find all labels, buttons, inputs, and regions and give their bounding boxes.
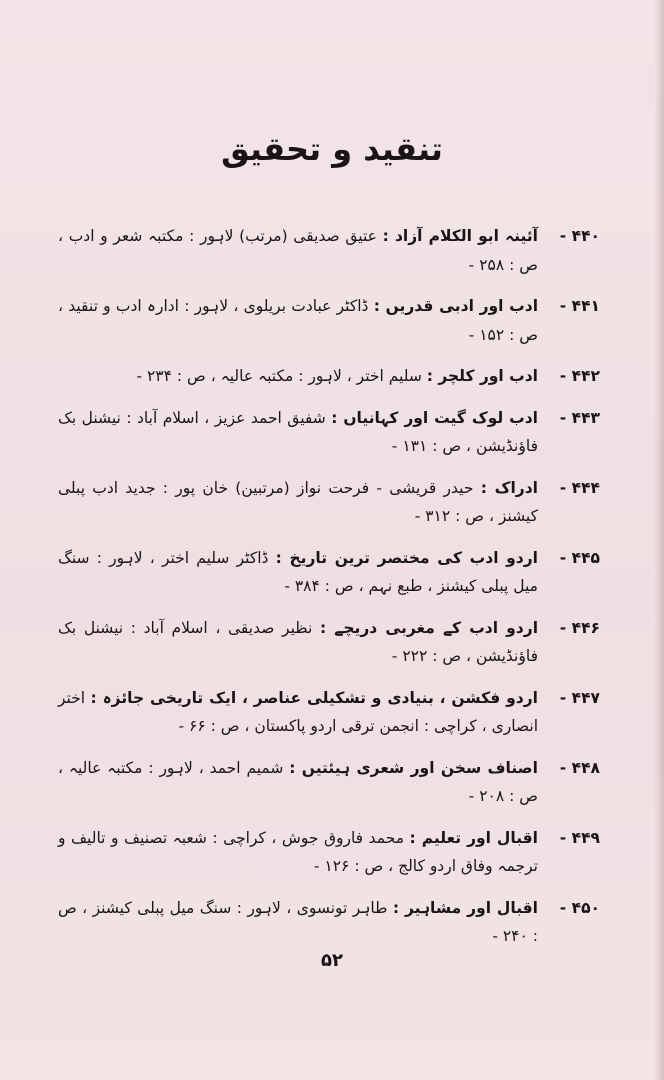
bibliography-entry bbox=[58, 474, 600, 531]
entry-title: ادراک : bbox=[480, 478, 538, 497]
entry-details: طاہر تونسوی ، لاہور : سنگ میل پبلی کیشنز ، ص : ۲۴۰ - bbox=[58, 898, 538, 945]
entry-details: عتیق صدیقی (مرتب) لاہور : مکتبہ شعر و ادب ، ص : ۲۵۸ - bbox=[58, 227, 538, 274]
entry-details: اختر انصاری ، کراچی : انجمن ترقی اردو پاکستان ، ص : ۶۶ - bbox=[58, 688, 538, 735]
entry-number: ۴۴۴ - bbox=[559, 478, 600, 497]
entry-number: ۴۴۰ - bbox=[559, 227, 600, 245]
entry-title: اقبال اور مشاہیر : bbox=[392, 898, 538, 917]
entry-number: ۴۴۵ - bbox=[559, 548, 600, 567]
bibliography-entry bbox=[58, 362, 600, 391]
entry-title: ادب لوک گیت اور کہانیاں : bbox=[331, 408, 538, 427]
entry-number: ۴۴۳ - bbox=[559, 408, 600, 427]
bibliography-entry bbox=[58, 404, 600, 461]
entry-details: شفیق احمد عزیز ، اسلام آباد : نیشنل بک فاؤنڈیشن ، ص : ۱۳۱ - bbox=[58, 408, 538, 455]
entry-title: اردو فکشن ، بنیادی و تشکیلی عناصر ، ایک تاریخی جائزہ : bbox=[90, 688, 538, 707]
entry-number: ۴۵۰ - bbox=[559, 898, 600, 917]
entry-details: حیدر قریشی - فرحت نواز (مرتبین) خان پور : جدید ادب پبلی کیشنز ، ص : ۳۱۲ - bbox=[58, 478, 538, 525]
entry-title: اصناف سخن اور شعری ہیئتیں : bbox=[289, 758, 538, 777]
entry-details: ڈاکٹر عبادت بریلوی ، لاہور : ادارہ ادب و تنقید ، ص : ۱۵۲ - bbox=[58, 297, 538, 344]
entry-number: ۴۴۲ - bbox=[559, 367, 600, 385]
bibliography-entry bbox=[58, 824, 600, 881]
entry-details: شمیم احمد ، لاہور : مکتبہ عالیہ ، ص : ۲۰۸ - bbox=[58, 758, 538, 805]
bibliography-entry bbox=[58, 222, 600, 279]
entry-number: ۴۴۹ - bbox=[559, 828, 600, 847]
entry-title: اقبال اور تعلیم : bbox=[409, 828, 538, 847]
entry-title: ادب اور ادبی قدریں : bbox=[373, 297, 539, 315]
entry-number: ۴۴۶ - bbox=[559, 618, 600, 637]
entry-details: محمد فاروق جوش ، کراچی : شعبہ تصنیف و تالیف و ترجمہ وفاق اردو کالج ، ص : ۱۲۶ - bbox=[58, 828, 538, 875]
bibliography-entry bbox=[58, 894, 600, 951]
bibliography-entry bbox=[58, 684, 600, 741]
bibliography-entry bbox=[58, 292, 600, 349]
bibliography-entry bbox=[58, 544, 600, 601]
entry-details: نظیر صدیقی ، اسلام آباد : نیشنل بک فاؤنڈیشن ، ص : ۲۲۲ - bbox=[58, 618, 538, 665]
entry-title: اردو ادب کی مختصر ترین تاریخ : bbox=[275, 548, 538, 567]
bibliography-list bbox=[58, 222, 600, 964]
entry-number: ۴۴۷ - bbox=[559, 688, 600, 707]
entry-details: سلیم اختر ، لاہور : مکتبہ عالیہ ، ص : ۲۳۴ - bbox=[136, 367, 427, 385]
entry-title: ادب اور کلچر : bbox=[426, 367, 538, 385]
page-heading: تنقید و تحقیق bbox=[221, 130, 443, 168]
entry-title: اردو ادب کے مغربی دریچے : bbox=[319, 618, 539, 637]
entry-details: ڈاکٹر سلیم اختر ، لاہور : سنگ میل پبلی کیشنز ، طبع نہم ، ص : ۳۸۴ - bbox=[58, 548, 538, 595]
bibliography-entry bbox=[58, 614, 600, 671]
entry-number: ۴۴۱ - bbox=[559, 297, 600, 315]
page-number: ۵۲ bbox=[321, 950, 343, 971]
entry-title: آئینہ ابو الکلام آزاد : bbox=[382, 227, 538, 245]
bibliography-entry bbox=[58, 754, 600, 811]
entry-number: ۴۴۸ - bbox=[559, 758, 600, 777]
